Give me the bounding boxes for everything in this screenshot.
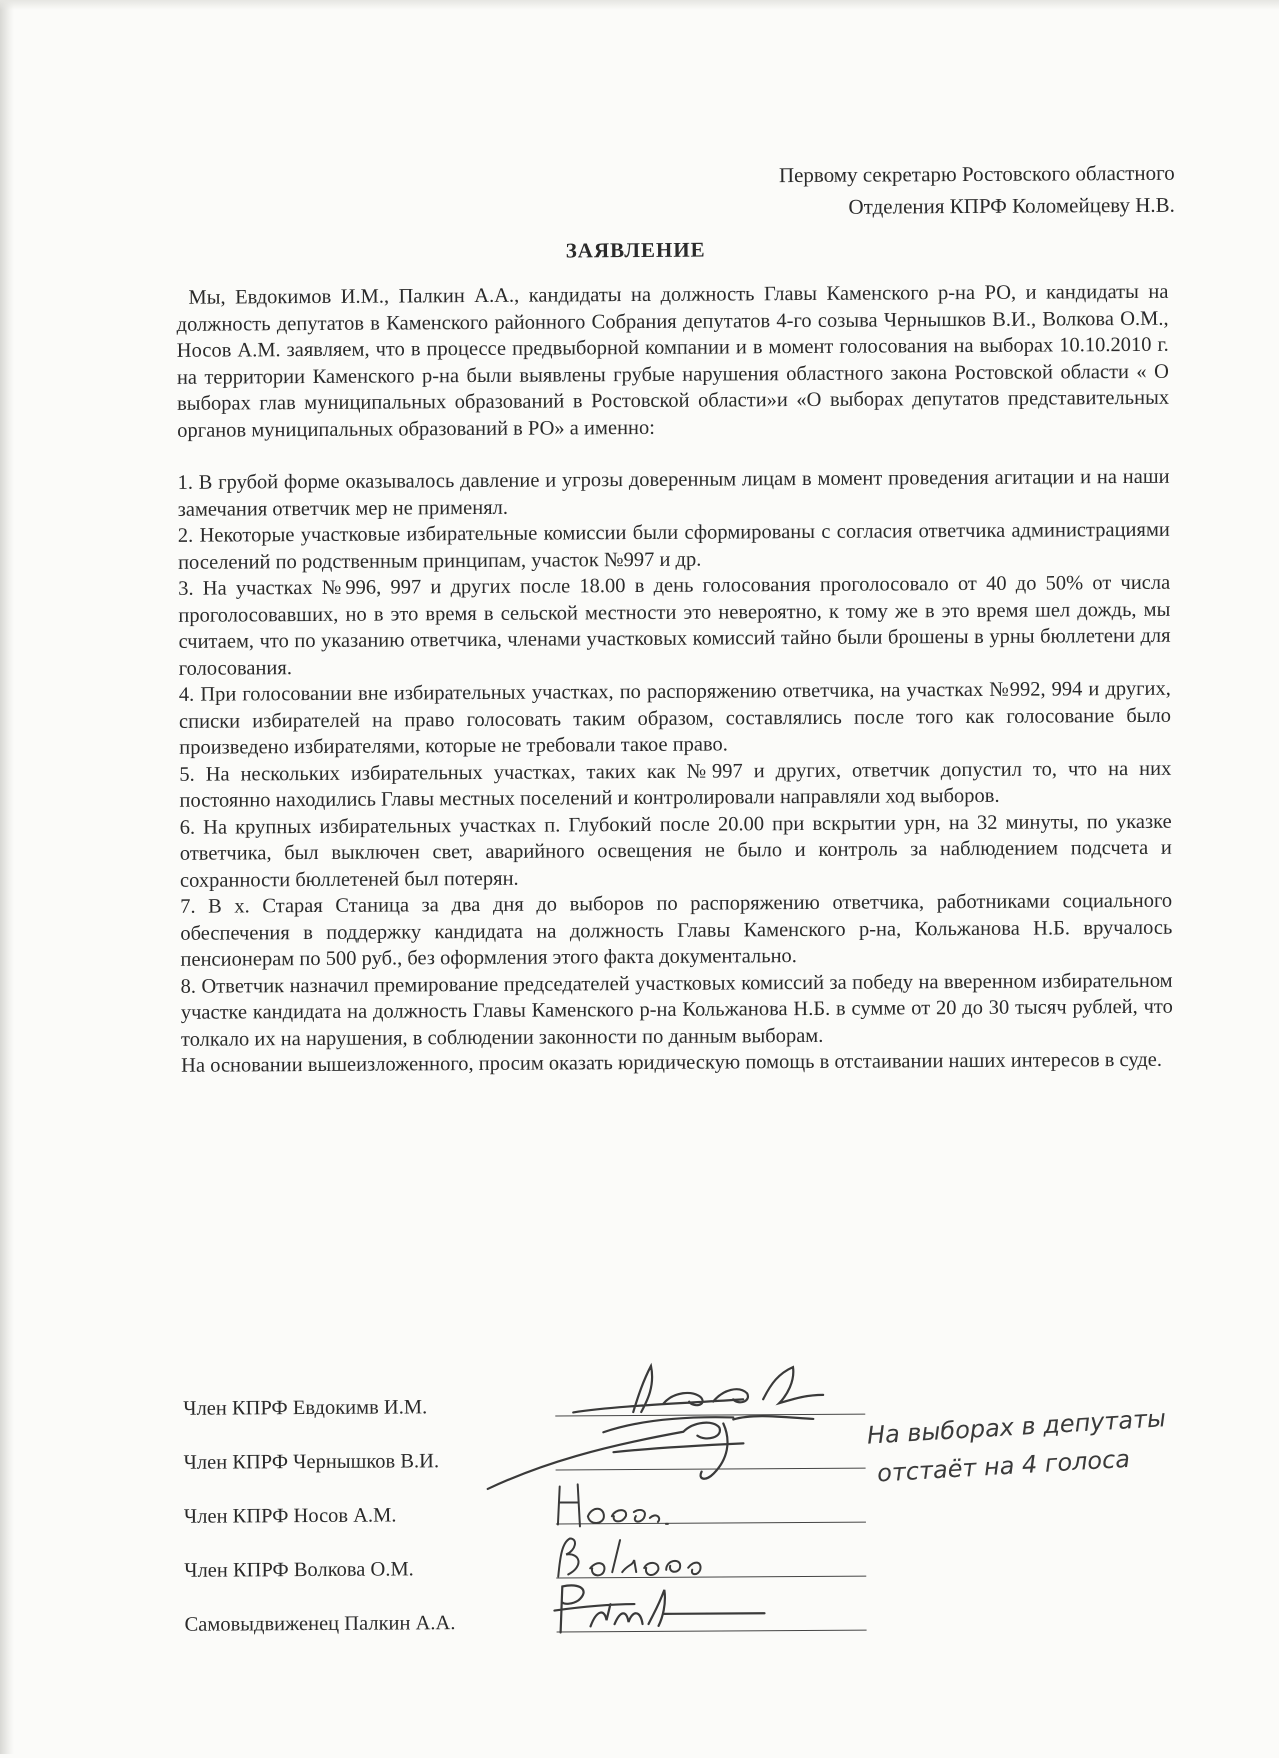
list-item: 8. Ответчик назначил премирование председателей участковых комиссий за победу на вверенном избирательном участке кандидата на должность Главы Каменского р-на Кольжанова Н.Б. в сумме от 20 до 30 тысяч рублей, что толкало их на нарушения, в соблюдении законности по данным выборам.: [180, 969, 1173, 1051]
handwritten-signature: [544, 1472, 684, 1533]
violations-list: [177, 464, 1173, 1053]
addressee-line-1: Первому секретарю Ростовского областного: [778, 160, 1175, 188]
addressee-block: [779, 157, 1175, 223]
addressee-line-2: Отделения КПРФ Коломейцеву Н.В.: [848, 192, 1175, 219]
handwritten-note-line-2: отстаёт на 4 голоса: [876, 1444, 1131, 1488]
closing-paragraph: На основании вышеизложенного, просим оказать юридическую помощь в отстаивании наших интересов в суде.: [181, 1048, 1163, 1077]
signature-row: [184, 1583, 1184, 1643]
signatory-label: Самовыдвиженец Палкин А.А.: [184, 1612, 456, 1636]
list-item: 7. В х. Старая Станица за два дня до выборов по распоряжению ответчика, работниками социального обеспечения в поддержку кандидата на должность Главы Каменского р-на, Кольжанова Н.Б. вручалось пенсионерам по 500 руб., без оформления этого факта документально.: [180, 889, 1173, 971]
list-item: 6. На крупных избирательных участках п. Глубокий после 20.00 при вскрытии урн, на 32 минуты, по указке ответчика, был выключен свет, аварийного освещения не было и контроль за наблюдением подсчета и сохранности бюллетеней был потерян.: [179, 810, 1172, 892]
signatory-label: Член КПРФ Чернышков В.И.: [183, 1450, 440, 1474]
handwritten-note-line-1: На выборах в депутаты: [866, 1404, 1167, 1450]
document-title: ЗАЯВЛЕНИЕ: [565, 237, 706, 263]
list-item: 4. При голосовании вне избирательных участках, по распоряжению ответчика, на участках №992, 994 и других, списки избирателей на право голосовать таким образом, составлялись после того как голосование было произведено избирателями, которые не требовали такое право.: [178, 677, 1172, 759]
list-item: 1. В грубой форме оказывалось давление и угрозы доверенным лицам в момент проведения агитации и на наши замечания ответчик мер не применял.: [177, 465, 1170, 521]
signatory-label: Член КПРФ Носов А.М.: [183, 1504, 397, 1528]
signatory-label: Член КПРФ Волкова О.М.: [184, 1558, 414, 1582]
document-body: [176, 279, 1173, 1080]
intro-paragraph: Мы, Евдокимов И.М., Палкин А.А., кандидаты на должность Главы Каменского р-на РО, и кандидаты на должность депутатов в Каменского районного Собрания депутатов 4-го созыва Чернышков В.И., Волкова О.М., Носов А.М. заявляем, что в процессе предвыборной компании и в момент голосования на выборах 10.10.2010 г. на территории Каменского р-на были выявлены грубые нарушения областного закона Ростовской области « О выборах глав муниципальных образований в Ростовской области»и «О выборах депутатов представительных органов муниципальных образований в РО» а именно:: [176, 280, 1170, 442]
signatory-label: Член КПРФ Евдокимв И.М.: [183, 1396, 428, 1420]
list-item: 3. На участках №996, 997 и других после 18.00 в день голосования проголосовало от 40 до 50% от числа проголосовавших, но в это время в сельской местности это невероятно, к тому же в это время шел дождь, мы считаем, что по указанию ответчика, членами участковых комиссий тайно были брошены в урны бюллетени для голосования.: [178, 571, 1171, 680]
list-item: 2. Некоторые участковые избирательные комиссии были сформированы с согласия ответчика администрациями поселений по родственным принципам, участок №997 и др.: [177, 518, 1170, 574]
handwritten-signature: [544, 1573, 804, 1645]
handwritten-note: [683, 1401, 1244, 1494]
list-item: 5. На нескольких избирательных участках, таких как №997 и других, ответчик допустил то, что на них постоянно находились Главы местных поселений и контролировали направляли ход выборов.: [179, 757, 1172, 812]
